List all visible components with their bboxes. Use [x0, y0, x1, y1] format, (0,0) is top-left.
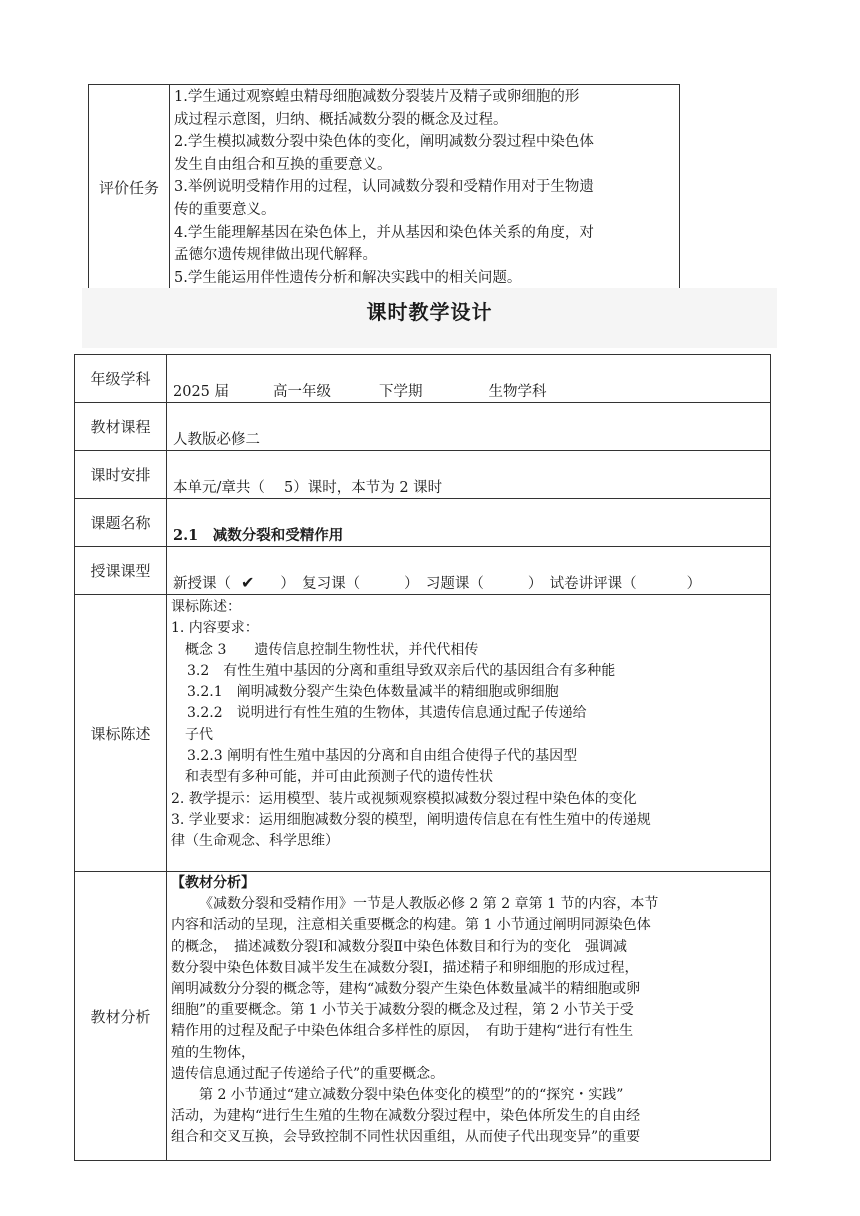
evaluation-line: 发生自由组合和互换的重要意义。: [174, 156, 392, 173]
type-exam: ） 试卷讲评课（: [527, 576, 637, 592]
standards-line: 和表型有多种可能，并可由此预测子代的遗传性状: [185, 769, 493, 786]
evaluation-table: [88, 84, 680, 291]
checkmark-icon: ✔: [241, 573, 255, 592]
standards-line: 课标陈述：: [171, 599, 241, 615]
analysis-line: 阐明减数分分裂的概念等，建构“减数分裂产生染色体数量减半的精细胞或卵: [171, 981, 641, 998]
analysis-line: 遗传信息通过配子传递给子代”的重要概念。: [171, 1065, 445, 1082]
analysis-line: 数分裂中染色体数目减半发生在减数分裂Ⅰ，描述精子和卵细胞的形成过程，: [171, 959, 639, 976]
standards-line: 1. 内容要求：: [171, 620, 259, 637]
type-close: ）: [686, 576, 702, 592]
analysis-row: [75, 872, 771, 1161]
type-exercise: ） 习题课（: [404, 576, 484, 592]
schedule-label: 课时安排: [75, 451, 167, 499]
standards-row: [75, 595, 771, 872]
evaluation-line: 传的重要意义。: [174, 201, 276, 218]
evaluation-line: 3.举例说明受精作用的过程，认同减数分裂和受精作用对于生物遗: [174, 179, 594, 196]
grade-value: [167, 355, 771, 403]
standards-line: 2. 教学提示：运用模型、装片或视频观察模拟减数分裂过程中染色体的变化: [171, 790, 637, 807]
analysis-line: 细胞”的重要概念。第 1 小节关于减数分裂的概念及过程，第 2 小节关于受: [171, 1002, 634, 1019]
evaluation-line: 2.学生模拟减数分裂中染色体的变化，阐明减数分裂过程中染色体: [174, 134, 594, 151]
analysis-label: 教材分析: [75, 872, 167, 1161]
standards-line: 3.2.1 阐明减数分裂产生染色体数量减半的精细胞或卵细胞: [187, 684, 559, 701]
type-new: 新授课（: [173, 576, 231, 592]
lesson-design-table: [74, 354, 771, 1161]
evaluation-line: 孟德尔遗传规律做出现代解释。: [174, 247, 377, 264]
analysis-line: 内容和活动的呈现，注意相关重要概念的构建。第 1 小节通过阐明同源染色体: [171, 917, 651, 934]
grade-row: [75, 355, 771, 403]
lesson-type-value: [167, 547, 771, 595]
analysis-line: 组合和交叉互换，会导致控制不同性状因重组，从而使子代出现变异”的重要: [171, 1129, 641, 1146]
standards-line: 3.2 有性生殖中基因的分离和重组导致双亲后代的基因组合有多种能: [187, 662, 616, 679]
analysis-line: 殖的生物体，: [171, 1044, 255, 1061]
textbook-value: 人教版必修二: [167, 403, 771, 451]
cohort: 2025 届: [173, 384, 230, 400]
analysis-line: 活动，为建构“进行生生殖的生物在减数分裂过程中，染色体所发生的自由经: [171, 1108, 641, 1125]
standards-line: 3.2.2 说明进行有性生殖的生物体，其遗传信息通过配子传递给: [187, 705, 587, 722]
topic-row: [75, 499, 771, 547]
standards-line: 子代: [185, 726, 213, 743]
analysis-heading: 【教材分析】: [171, 875, 255, 891]
evaluation-content: [170, 85, 680, 291]
evaluation-line: 5.学生能运用伴性遗传分析和解决实践中的相关问题。: [174, 269, 522, 286]
schedule-value: 本单元/章共（ 5）课时，本节为 2 课时: [167, 451, 771, 499]
analysis-line: 《减数分裂和受精作用》一节是人教版必修 2 第 2 章第 1 节的内容，本节: [199, 896, 659, 913]
standards-label: 课标陈述: [75, 595, 167, 872]
evaluation-line: 1.学生通过观察蝗虫精母细胞减数分裂装片及精子或卵细胞的形: [174, 89, 580, 105]
topic-label: 课题名称: [75, 499, 167, 547]
lesson-type-row: [75, 547, 771, 595]
textbook-label: 教材课程: [75, 403, 167, 451]
term: 下学期: [379, 384, 423, 400]
page-title: 课时教学设计: [366, 300, 493, 324]
grade: 高一年级: [273, 384, 332, 400]
standards-line: 概念 3 遗传信息控制生物性状，并代代相传: [185, 641, 479, 658]
analysis-line: 精作用的过程及配子中染色体组合多样性的原因， 有助于建构“进行有性生: [171, 1023, 634, 1040]
topic-value: 2.1 减数分裂和受精作用: [167, 499, 771, 547]
subject: 生物学科: [488, 384, 547, 400]
standards-line: 律（生命观念、科学思维）: [171, 833, 339, 850]
schedule-row: [75, 451, 771, 499]
evaluation-label: 评价任务: [89, 85, 170, 291]
type-review: ） 复习课（: [280, 576, 361, 592]
evaluation-line: 4.学生能理解基因在染色体上，并从基因和染色体关系的角度，对: [174, 224, 594, 241]
grade-label: 年级学科: [75, 355, 167, 403]
textbook-row: [75, 403, 771, 451]
standards-content: [167, 595, 771, 872]
analysis-line: 第 2 小节通过“建立减数分裂中染色体变化的模型”的的“探究・实践”: [199, 1087, 624, 1104]
standards-line: 3.2.3 阐明有性生殖中基因的分离和自由组合使得子代的基因型: [187, 748, 578, 765]
analysis-content: [167, 872, 771, 1161]
standards-line: 3. 学业要求：运用细胞减数分裂的模型，阐明遗传信息在有性生殖中的传递规: [171, 811, 651, 828]
lesson-type-label: 授课课型: [75, 547, 167, 595]
evaluation-line: 成过程示意图，归纳、概括减数分裂的概念及过程。: [174, 111, 508, 128]
analysis-line: 的概念， 描述减数分裂Ⅰ和减数分裂Ⅱ中染色体数目和行为的变化 强调减: [171, 938, 628, 955]
